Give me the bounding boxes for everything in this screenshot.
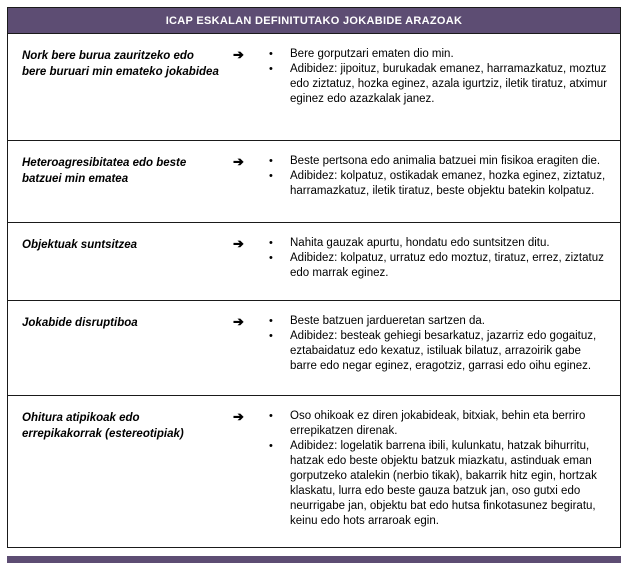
- bullet-icon: •: [269, 170, 273, 182]
- right-arrow-icon: ➔: [233, 409, 244, 424]
- table-title: ICAP ESKALAN DEFINITUTAKO JOKABIDE ARAZOAK: [8, 8, 620, 33]
- row-category: Heteroagresibitatea edo beste batzuei min ematea: [22, 157, 187, 185]
- row-bullet-list: [267, 47, 612, 107]
- list-item: [267, 409, 610, 439]
- bullet-icon: •: [269, 155, 273, 167]
- bullet-text: Nahita gauzak apurtu, hondatu edo suntsitzen ditu.: [290, 237, 550, 249]
- list-item: [267, 236, 610, 251]
- right-arrow-icon: ➔: [233, 314, 244, 329]
- bullet-text: Oso ohikoak ez diren jokabideak, bitxiak, behin eta berriro errepikatzen direnak.: [290, 410, 586, 437]
- bullet-icon: •: [269, 252, 273, 264]
- bullet-text: Adibidez: logelatik barrena ibili, kulunkatu, hatzak bihurritu, hatzak edo beste objektu batzuk miazkatu, astinduak eman gorputzeko atalekin (nerbio tikak), bakarrik hitz egin, hortzak klaskatu, lurra edo beste gauza batzuk jan, oso gutxi edo neurrigabe jan, objektu bat edo hutsa finkotasunez begiratu, keinu edo hots arraroak egin.: [290, 440, 597, 527]
- bullet-icon: •: [269, 330, 273, 342]
- table-row: [8, 222, 620, 300]
- row-bullet-list: [267, 154, 612, 199]
- table-row: [8, 300, 620, 395]
- table-row: [8, 395, 620, 547]
- bullet-icon: •: [269, 237, 273, 249]
- table-row: [8, 33, 620, 140]
- row-bullet-list: [267, 409, 612, 529]
- list-item: [267, 251, 610, 281]
- next-table-header-strip: [7, 556, 621, 563]
- bullet-icon: •: [269, 63, 273, 75]
- list-item: [267, 169, 610, 199]
- bullet-text: Beste pertsona edo animalia batzuei min fisikoa eragiten die.: [290, 155, 601, 167]
- bullet-icon: •: [269, 410, 273, 422]
- right-arrow-icon: ➔: [233, 236, 244, 251]
- bullet-icon: •: [269, 315, 273, 327]
- list-item: [267, 314, 610, 329]
- row-category: Ohitura atipikoak edo errepikakorrak (estereotipiak): [22, 412, 184, 440]
- row-bullet-list: [267, 314, 612, 374]
- list-item: [267, 47, 610, 62]
- table-row: [8, 140, 620, 222]
- bullet-icon: •: [269, 440, 273, 452]
- bullet-icon: •: [269, 48, 273, 60]
- row-category: Nork bere burua zauritzeko edo bere buruari min emateko jokabidea: [22, 50, 219, 78]
- list-item: [267, 154, 610, 169]
- list-item: [267, 439, 610, 529]
- list-item: [267, 62, 610, 107]
- icap-behavior-table: [7, 7, 621, 548]
- bullet-text: Adibidez: kolpatuz, urratuz edo moztuz, tiratuz, errez, ziztatuz edo marrak eginez.: [290, 252, 604, 279]
- bullet-text: Bere gorputzari ematen dio min.: [290, 48, 454, 60]
- bullet-text: Adibidez: kolpatuz, ostikadak emanez, hozka eginez, ziztatuz, harramazkatuz, iletik tiratuz, beste objektu batekin kolpatuz.: [290, 170, 606, 197]
- list-item: [267, 329, 610, 374]
- right-arrow-icon: ➔: [233, 154, 244, 169]
- bullet-text: Adibidez: besteak gehiegi besarkatuz, jazarriz edo gogaituz, eztabaidatuz edo kexatuz, istiluak bilatuz, arrazoirik gabe barre edo negar eginez, eragotziz, garrasi edo oihu eginez.: [290, 330, 597, 372]
- row-bullet-list: [267, 236, 612, 281]
- bullet-text: Beste batzuen jardueretan sartzen da.: [290, 315, 485, 327]
- bullet-text: Adibidez: jipoituz, burukadak emanez, harramazkatuz, moztuz edo ziztatuz, hozka eginez, azala igurtziz, iletik tiratuz, atximur eginez edo azazkalak janez.: [290, 63, 608, 105]
- row-category: Jokabide disruptiboa: [22, 317, 138, 329]
- right-arrow-icon: ➔: [233, 47, 244, 62]
- row-category: Objektuak suntsitzea: [22, 239, 138, 251]
